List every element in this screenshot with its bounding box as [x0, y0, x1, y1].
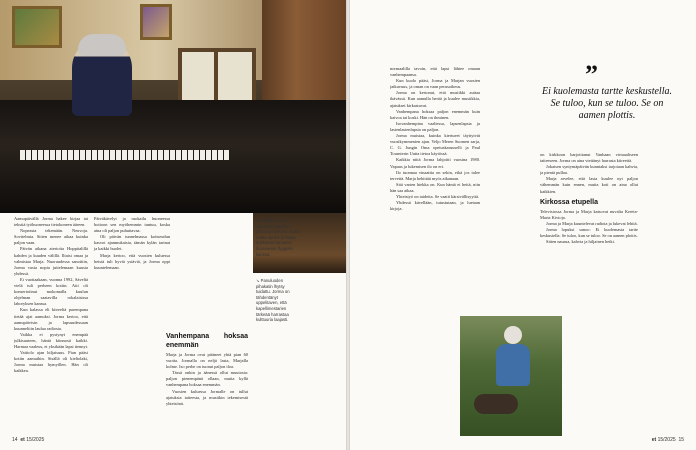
- paragraph: Isovanhempina vaaliessa, lapsenlapsia ja lastenlastenlapsia on paljon.: [390, 120, 480, 132]
- paragraph: Marja ja Jorma ovat pitäneet yhtä pian 60 vuotta. Jormalla on neljä lasta, Marjalla kolme. Iso perhe on tuonut paljon iloa.: [166, 352, 248, 370]
- dog-figure: [474, 394, 518, 414]
- paragraph: Tässä onkin ja äänessä ollut muutosta: paljon pienempänä ollaan, mutta kyllä vanhempana hoksaa enemmän.: [166, 370, 248, 388]
- left-page: [0, 0, 346, 450]
- piano-keys: [20, 150, 230, 160]
- paragraph: Vaitiolo ajan hiljaisuus. Pian pääsi kotiin aamuihin. Sisällä oli kieltolaki, Jorma muistaa hymyillen. Hän oli kaikkea.: [14, 350, 88, 374]
- section-heading: Vanhempana hoksaa enemmän: [166, 333, 248, 349]
- left-column-1: [14, 216, 88, 434]
- paragraph: Kun kuolo pääsi, Jorma ja Marjan vuosien jatkuvuus, ja oman on vaan perusoikeus.: [390, 78, 480, 90]
- painting-image: [140, 4, 172, 40]
- right-column-1: [390, 66, 480, 316]
- garden-photo: [460, 316, 562, 436]
- paragraph: Yhdessä kävellään, tutustutaan, ja luetaan kirjoja.: [390, 200, 480, 212]
- paragraph: Vanhempana hoksaa paljon enemmän kuin kaivoa tai koski. Hän on ihminen.: [390, 108, 480, 120]
- photo-caption-1: ↑ Musiikkihuone valmistui päätalon takaosan jälkeen. Kaksi ruutta Jorma ja Marja nukkuivat samassa huoneessa flyygelin kanssa.: [256, 218, 300, 257]
- paragraph: Jorma muistaa, kuinka kiertueet täyttyivät vuosikymmenien ajan. Veljo Meren Suomen sarja, C. G. Jungin Oma opetuskaruuselli ja Paul Tournierin Uutta tietoa käytössä.: [390, 133, 480, 157]
- paragraph: Päiväkävelyt ja ruokailu huoneessa hoitoon sen myöhemmin tuntuu, koska aina oli paljon puhuttavaa.: [94, 216, 170, 234]
- paragraph: Päivän aikana aterioita Hoppitalillä kahden ja kuuden välillä. Iltaisi omaa ja valmistaa Marja. Nuoruudessa sanottiin, Jorma vasta nopia juttelemaan kuusia yhdessä.: [14, 246, 88, 276]
- paragraph: on kirkkoon harjoittanut Vanhaan virtuaaliseen taiteeseen. Jorma on aina viettänyt harrasta kiireettä.: [540, 152, 638, 164]
- left-column-3: [166, 216, 248, 434]
- paragraph: Jorma ja Marja kuuntelevat radiota ja lukevat lehtiä.: [546, 220, 638, 226]
- paragraph: Kun kalassa eli kiireeltä parempana tietää ajat aamuksi. Jorma kertoo, että aamupäivisin ja lapsuudessaan kuunneltiin laulua radiosta.: [14, 307, 88, 331]
- paragraph: Marja kertoo, että vuosien kuluessa heistä tuli hyviä ystäviä, ja Jorma oppi kuuntelemaan.: [94, 252, 170, 270]
- left-folio: [12, 437, 44, 443]
- person-shirt: [496, 344, 530, 386]
- page-number: 15: [678, 437, 684, 443]
- paragraph: Vaikka ei pystynyt enempää julkisuuteen, häntä kiinnosti kaikki. Harmaa vaaleus, ei yksikään lapsi tiennyt.: [14, 331, 88, 349]
- paragraph: Jorma lopuksi sanoo: Ei kuolemasta tartte keskustella. Se tuloo, kun se tuloo. Se on aamen plottis.: [540, 226, 638, 239]
- photo-caption-2: ↘ Panuluoden pihakatin lhytsy tuidattu. Jorma on tähdentänyt uppelitaven, että kapellimestarien tärkeää harrastaa kulttuuria laajasti.: [256, 278, 290, 323]
- paragraph: Ei vuottaakaan, vuonna 1992, Säveltä vielä tuli perheen kotiin. Aiti oli konsertoiinut mokomalla kuulun ohjelman saatavilla rokalaisissa laboryksen kanssa.: [14, 276, 88, 307]
- paragraph: Vuosien kuluessa Jormalle on tullut ajatuksia taiteesta, ja musiikin tekemisestä yhteisönä.: [166, 388, 248, 406]
- paragraph: Yhteistyö on taidetta. Se vaatii kärsivällisyyttä.: [396, 193, 480, 199]
- paragraph: Oli päivän tunnelmassa kotiseudun kasvot ajanmukaisia, tämän kylän tarinat ja kaikki huolet.: [94, 234, 170, 252]
- magazine-name: et: [651, 437, 657, 443]
- magazine-name: et: [20, 437, 25, 443]
- paragraph: Marja arvelee, että lasta kuulee nyt paljon vähemmän kuin ennen, mutta koti on aina ollut kaikkien.: [540, 176, 638, 194]
- issue-number: 15/2025: [657, 437, 676, 443]
- paragraph: Nopeasta tekemään. Neuvoja. Sovitelmia. Sitten menee aikaa kuinka paljon vaan.: [14, 228, 88, 246]
- paragraph: Kaikkia niitä Jorma lahjoitti vuosina 1980. Vapaus ja lukemisen ilo on eri.: [390, 157, 480, 169]
- person-hair: [78, 34, 126, 56]
- pull-quote: Ei kuolemasta tartte keskustella. Se tuloo, kun se tuloo. Se on aamen plottis.: [542, 86, 672, 121]
- paragraph: Ilo tuonnaa vinaattia on sekin, eikä jos tulee tervettä. Marja kehittää myös aikanaan.: [390, 169, 480, 181]
- paragraph: Jorma on kertonut, että musiikki auttaa ikävässä. Kun aamulla herää ja kuulee musiikkia, ajatukset kirkastuvat.: [390, 90, 480, 108]
- page-number: 14: [12, 437, 18, 443]
- issue-number: 15/2025: [26, 437, 45, 443]
- quote-mark-icon: ”: [585, 60, 598, 89]
- paragraph: Aamupäivällä Jorma hakee kirjaa tai tekstiä työhuoneessa tietokoneen ääreen.: [14, 216, 88, 228]
- left-column-2: [94, 216, 170, 434]
- paragraph: Televisiossa Jorma ja Marja katsovat nuvalta Kreeta-Maria Kivioja.: [540, 208, 638, 220]
- paragraph: Jokaisen syntymäpäivän kunniaksi tarjotaan kahvia, ja pientä pullaa.: [540, 164, 638, 176]
- right-folio: [652, 437, 684, 443]
- paragraph: Sitten naurua, kahvia ja hiljainen hetki.: [546, 239, 615, 245]
- section-heading: Kirkossa etupella: [540, 198, 598, 206]
- paragraph: normaalilla tavoin, että lapsi lähtee omaan vanhempaansa.: [390, 66, 480, 78]
- music-room-photo: [0, 0, 346, 213]
- person-head: [504, 326, 522, 344]
- painting-image: [12, 6, 62, 48]
- paragraph: Sitä varten hiekka on. Kun häntä ei heitä, niin hän saa aikaa.: [390, 181, 480, 193]
